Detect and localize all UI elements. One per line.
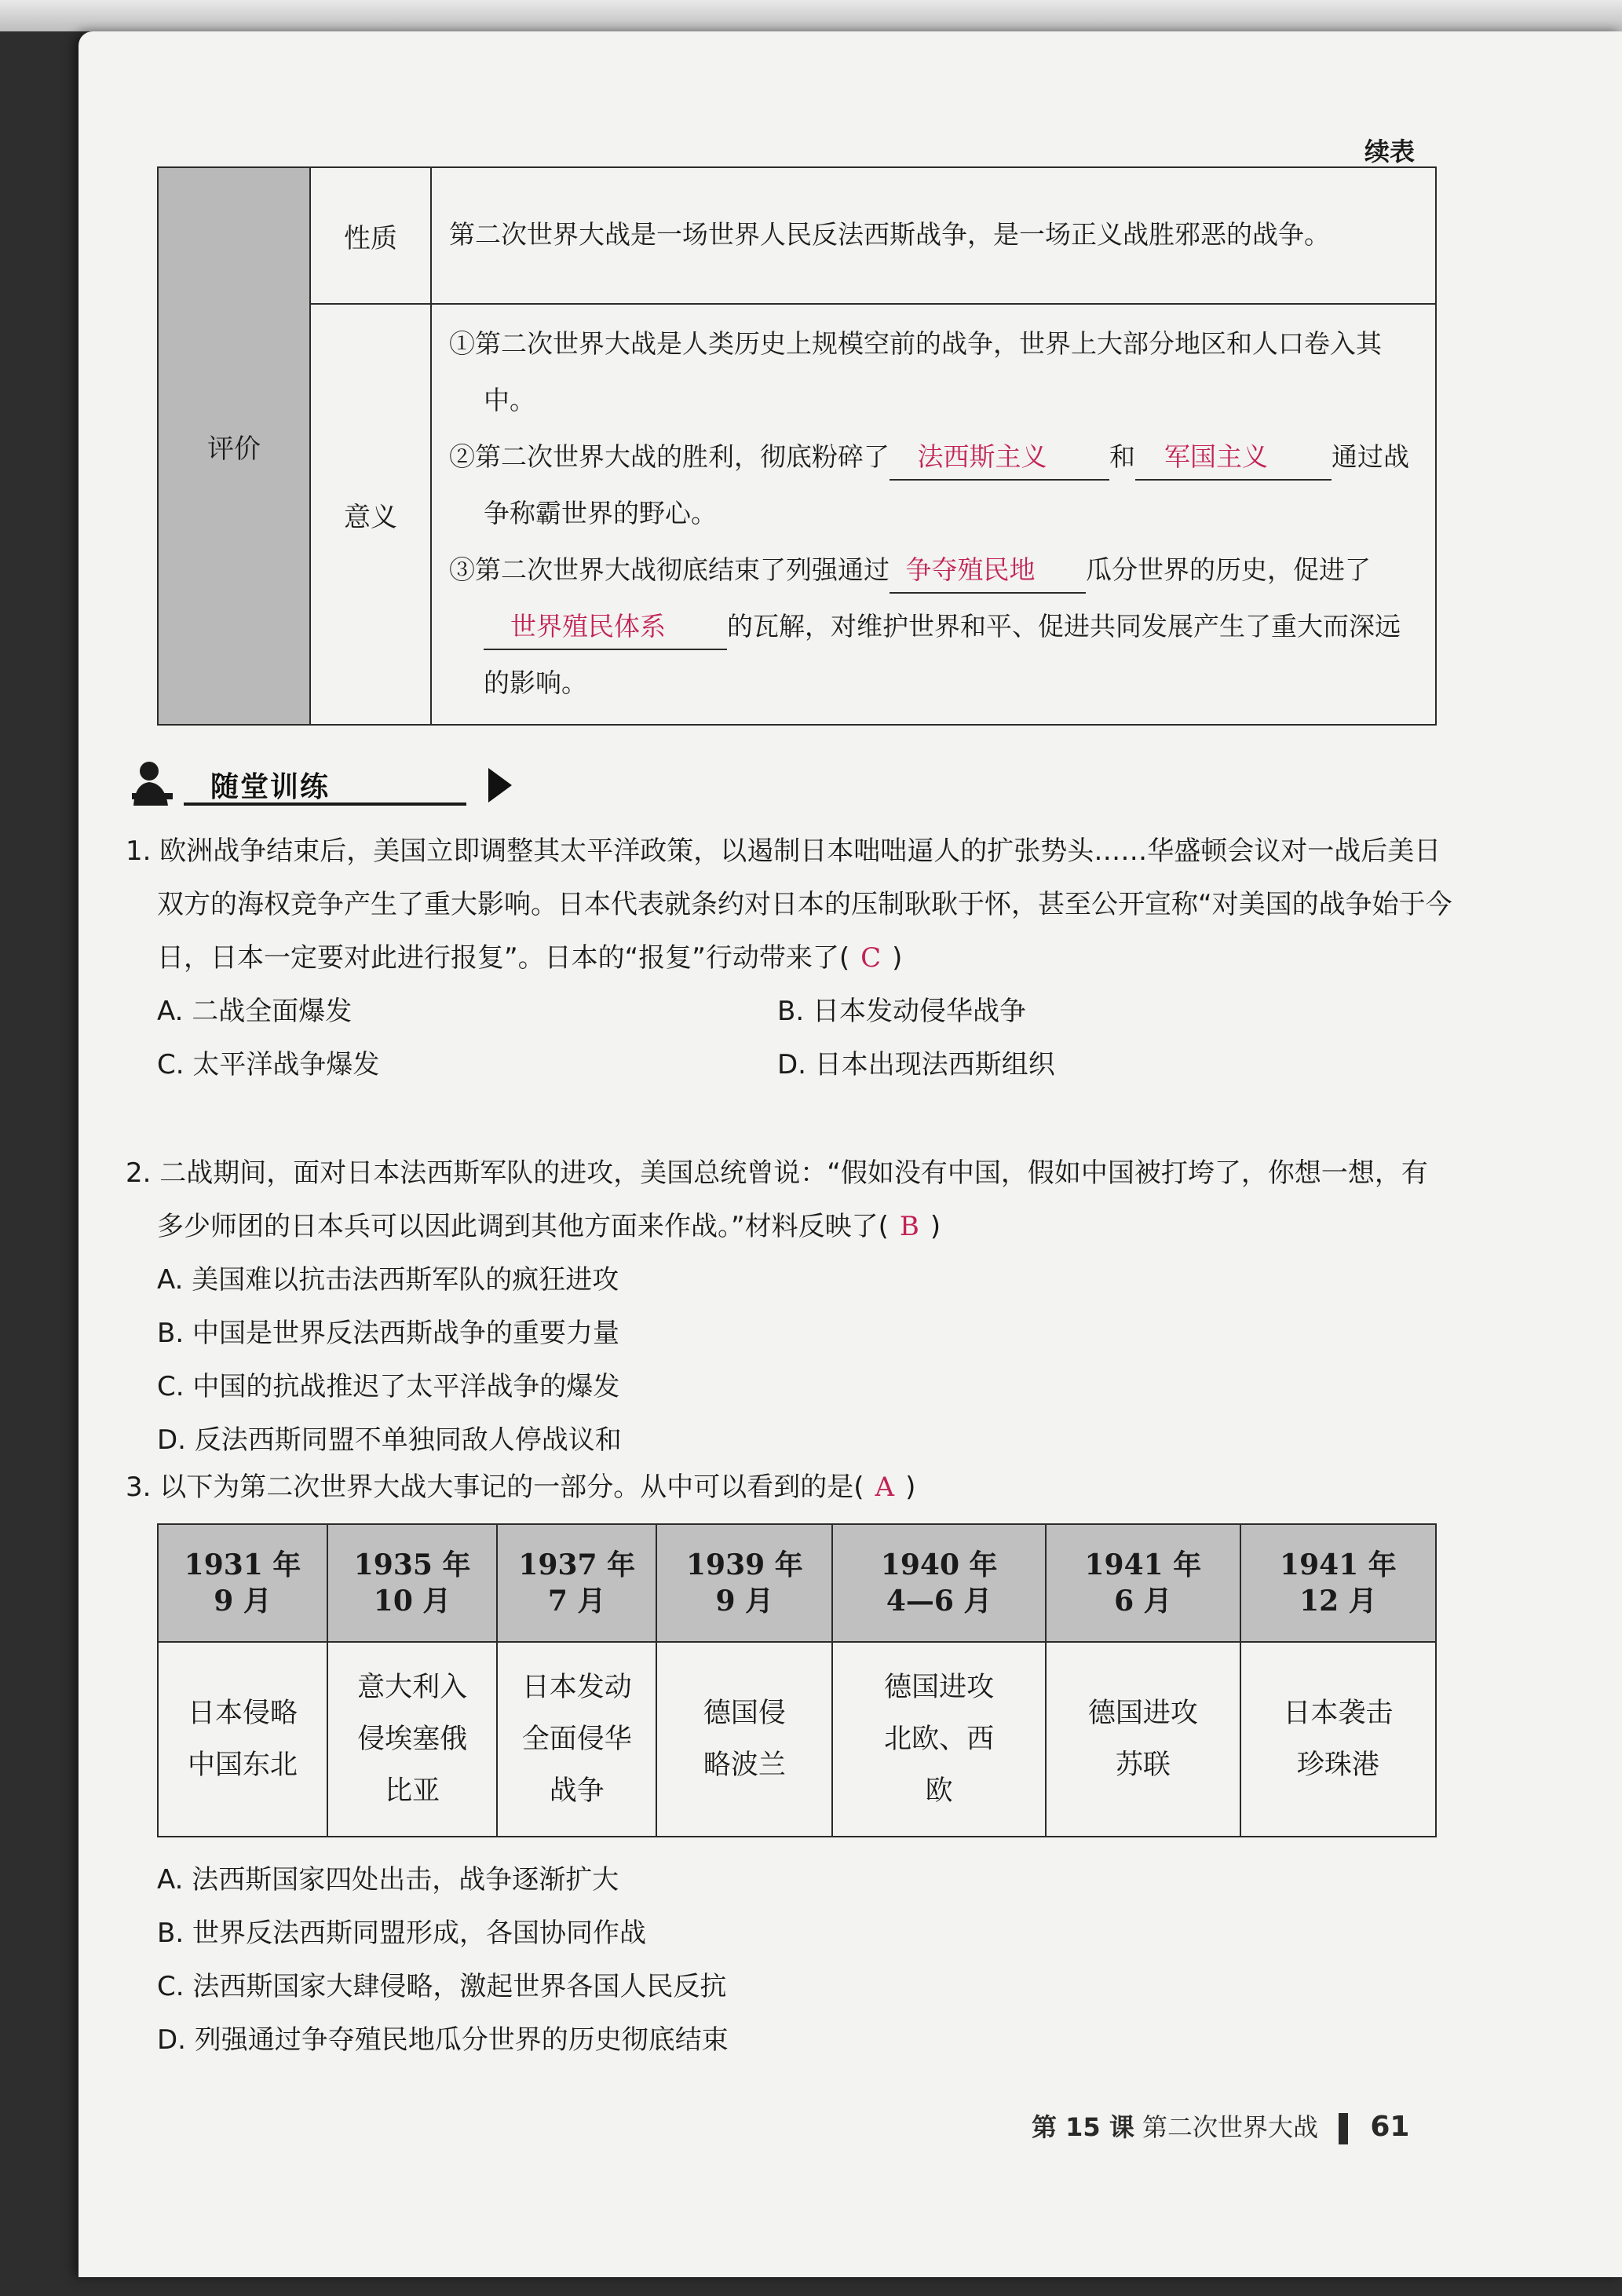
option-b: B. 世界反法西斯同盟形成，各国协同作战 <box>157 1918 646 1949</box>
page-number: 61 <box>1370 2111 1410 2143</box>
event-cell: 德国侵略波兰 <box>656 1642 832 1837</box>
question-1 <box>126 824 1452 1091</box>
question-stem: 3. 以下为第二次世界大战大事记的一部分。从中可以看到的是( A ) <box>126 1472 916 1503</box>
option-d: D. 列强通过争夺殖民地瓜分世界的历史彻底结束 <box>157 2024 729 2056</box>
option-d: D. 日本出现法西斯组织 <box>777 1049 1055 1080</box>
options <box>126 1253 1452 1467</box>
page-footer <box>1032 2108 1409 2144</box>
option-b: B. 中国是世界反法西斯战争的重要力量 <box>157 1318 619 1349</box>
answer: B <box>899 1211 919 1242</box>
answer: C <box>860 942 882 974</box>
event-date: 1937 年 7 月 <box>497 1524 656 1642</box>
event-date: 1931 年 9 月 <box>158 1524 327 1642</box>
event-date: 1940 年 4—6 月 <box>832 1524 1045 1642</box>
arrow-tip-icon <box>488 768 512 803</box>
evaluation-table <box>157 166 1437 726</box>
options <box>126 985 1452 1091</box>
significance-item-2: ②第二次世界大战的胜利，彻底粉碎了 法西斯主义 和 军国主义 通过战争称霸世界的野心。 <box>449 429 1416 542</box>
event-date: 1939 年 9 月 <box>656 1524 832 1642</box>
student-icon <box>126 759 181 807</box>
significance-item-1: ①第二次世界大战是人类历史上规模空前的战争，世界上大部分地区和人口卷入其中。 <box>449 328 1382 415</box>
fill-blank-2: 军国主义 <box>1135 435 1332 481</box>
option-a: A. 美国难以抗击法西斯军队的疯狂进攻 <box>157 1264 619 1296</box>
category-cell: 评价 <box>158 167 310 725</box>
event-date: 1941 年 6 月 <box>1046 1524 1240 1642</box>
significance-label: 意义 <box>310 304 431 725</box>
option-c: C. 中国的抗战推迟了太平洋战争的爆发 <box>157 1371 620 1402</box>
question-3 <box>126 1461 1452 1514</box>
event-date: 1935 年 10 月 <box>327 1524 497 1642</box>
option-b: B. 日本发动侵华战争 <box>777 996 1026 1027</box>
fill-blank-4: 世界殖民体系 <box>484 605 727 650</box>
option-c: C. 法西斯国家大肆侵略，激起世界各国人民反抗 <box>157 1971 727 2002</box>
question-stem: 2. 二战期间，面对日本法西斯军队的进攻，美国总统曾说：“假如没有中国，假如中国被打垮了，你想一想，有多少师团的日本兵可以因此调到其他方面来作战。”材料反映了( B ) <box>126 1157 1428 1242</box>
section-title: 随堂训练 <box>210 771 331 803</box>
event-cell: 德国进攻北欧、西欧 <box>832 1642 1045 1837</box>
events-table <box>157 1523 1437 1837</box>
significance-content <box>431 304 1436 725</box>
options <box>126 1853 1452 2067</box>
scan-edge <box>0 0 1622 31</box>
answer: A <box>875 1472 895 1503</box>
nature-text: 第二次世界大战是一场世界人民反法西斯战争，是一场正义战胜邪恶的战争。 <box>431 167 1436 304</box>
question-3-options <box>126 1853 1452 2067</box>
option-c: C. 太平洋战争爆发 <box>157 1049 380 1080</box>
lesson-number: 第 15 课 <box>1032 2112 1134 2142</box>
fill-blank-3: 争夺殖民地 <box>890 548 1086 594</box>
option-d: D. 反法西斯同盟不单独同敌人停战议和 <box>157 1424 622 1456</box>
question-stem: 1. 欧洲战争结束后，美国立即调整其太平洋政策，以遏制日本咄咄逼人的扩张势头……华盛顿会议对一战后美日双方的海权竞争产生了重大影响。日本代表就条约对日本的压制耿耿于怀，甚至公开宣称“对美国的战争始于今日，日本一定要对此进行报复”。日本的“报复”行动带来了( C ) <box>126 835 1452 974</box>
continued-label: 续表 <box>1364 137 1416 166</box>
question-2 <box>126 1146 1452 1467</box>
event-cell: 德国进攻苏联 <box>1046 1642 1240 1837</box>
event-cell: 日本侵略中国东北 <box>158 1642 327 1837</box>
lesson-title: 第二次世界大战 <box>1142 2112 1319 2142</box>
event-cell: 日本袭击珍珠港 <box>1240 1642 1436 1837</box>
separator <box>1339 2113 1348 2144</box>
option-a: A. 法西斯国家四处出击，战争逐渐扩大 <box>157 1864 619 1896</box>
event-cell: 意大利入侵埃塞俄比亚 <box>327 1642 497 1837</box>
event-date: 1941 年 12 月 <box>1240 1524 1436 1642</box>
fill-blank-1: 法西斯主义 <box>890 435 1109 481</box>
section-header <box>126 757 471 806</box>
significance-item-3: ③第二次世界大战彻底结束了列强通过 争夺殖民地 瓜分世界的历史，促进了世界殖民体系 的瓦解，对维护世界和平、促进共同发展产生了重大而深远的影响。 <box>449 542 1416 711</box>
event-cell: 日本发动全面侵华战争 <box>497 1642 656 1837</box>
nature-label: 性质 <box>310 167 431 304</box>
option-a: A. 二战全面爆发 <box>157 996 353 1027</box>
